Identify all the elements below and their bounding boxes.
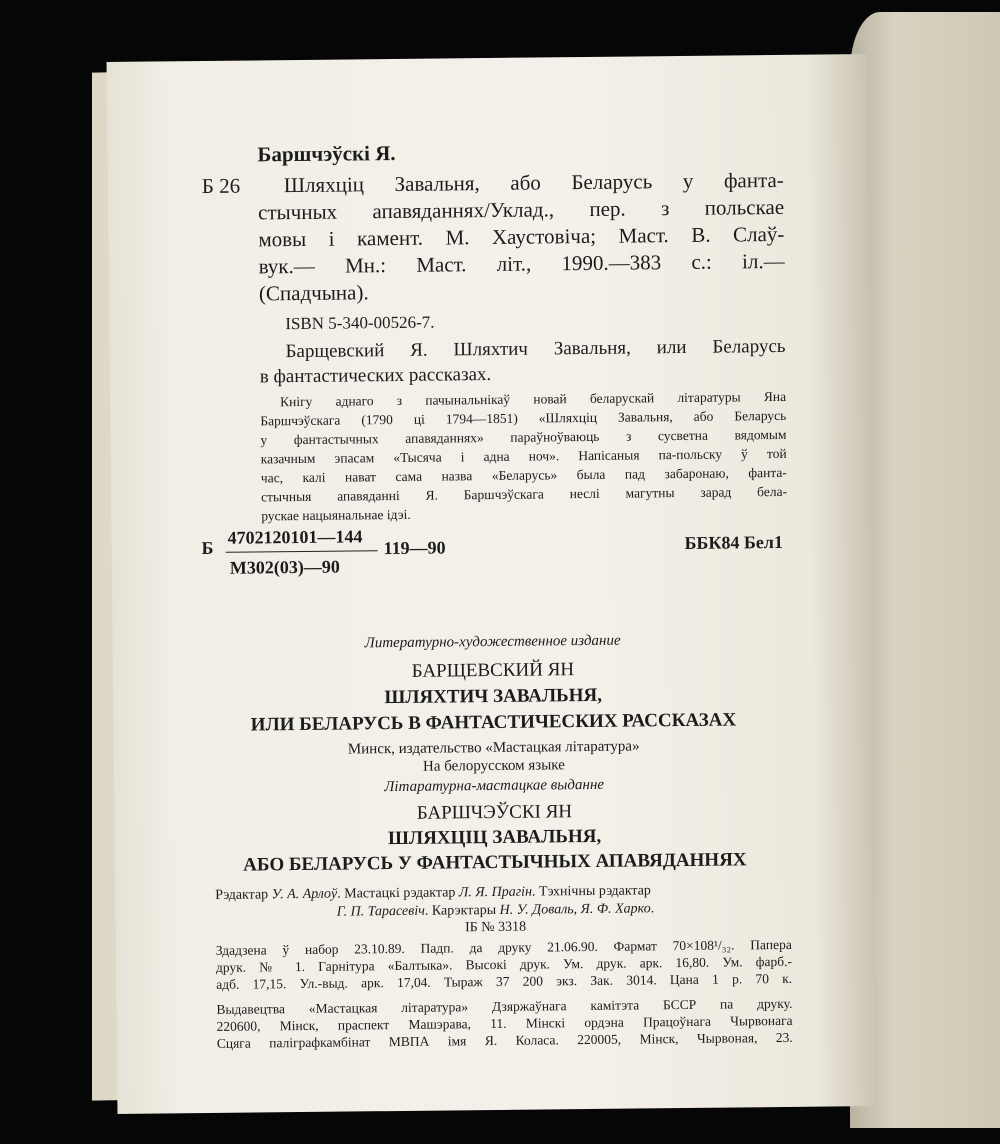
isbn: ISBN 5-340-00526-7.	[285, 312, 435, 334]
publisher-line: Выдавецтва «Мастацкая літаратура» Дзяржаўнага камітэта БССР па друку.	[216, 995, 793, 1017]
code-suffix: 119—90	[383, 537, 446, 559]
imprint-publisher-ru: Минск, издательство «Мастацкая літаратура»	[347, 738, 640, 758]
imprint-label-by: Літаратурна-мастацкае выданне	[384, 776, 605, 796]
bib-line: вук.— Мн.: Маст. літ., 1990.—383 с.: іл.—	[258, 248, 785, 279]
print-line: адб. 17,15. Ул.-выд. арк. 17,04. Тыраж 37 200 экз. Зак. 3014. Цана 1 р. 70 к.	[216, 970, 793, 992]
imprint-author-by: БАРШЧЭЎСКІ ЯН	[416, 801, 573, 824]
fraction-rule	[226, 550, 378, 553]
editors-text: . Мастацкі рэдактар	[337, 885, 459, 902]
imprint-subtitle-by: АБО БЕЛАРУСЬ У ФАНТАСТЫЧНЫХ АПАВЯДАННЯХ	[243, 849, 747, 876]
author-heading: Баршчэўскі Я.	[257, 140, 396, 167]
annotation-line: у фантастычных апавяданнях» параўноўваюць з сусветна вядомым	[260, 426, 787, 448]
tech-editor-name: Г. П. Тарасевіч	[336, 903, 425, 920]
code-denominator: М302(03)—90	[229, 556, 340, 578]
russian-title-line: в фантастических рассказах.	[259, 363, 492, 388]
russian-title-line: Барщевский Я. Шляхтич Завальня, или Беларусь	[285, 335, 786, 363]
annotation-line: рускае нацыянальнае ідэі.	[261, 506, 411, 524]
bib-line: Шляхціц Завальня, або Беларусь у фанта-	[283, 167, 784, 198]
art-editor-name: Л. Я. Прагін	[458, 884, 533, 901]
annotation-line: Кнігу аднаго з пачынальнікаў новай беларускай літаратуры Яна	[280, 388, 787, 410]
editors-text: Рэдактар	[215, 887, 272, 903]
bib-line: мовы і камент. М. Хаустовіча; Маст. В. Слаў-	[258, 221, 785, 252]
editors-line	[215, 884, 651, 903]
annotation-line: казачным эпасам «Тысяча і адна ноч». Напісаныя па-польску ў той	[260, 445, 787, 467]
editors-text: . Карэктары	[424, 902, 500, 919]
annotation-line: Баршчэўскага (1790 ці 1794—1851) «Шляхціц Завальня, або Беларусь	[260, 407, 787, 429]
bib-line: (Спадчына).	[258, 280, 369, 306]
editors-text: .	[650, 901, 655, 917]
print-line: Здадзена ў набор 23.10.89. Падп. да друку 21.06.90. Фармат 70×108¹/₃₂. Папера	[215, 936, 792, 958]
proofreaders-names: Н. У. Доваль, Я. Ф. Харко	[499, 901, 651, 918]
publisher-line: Сцяга паліграфкамбінат МВПА імя Я. Коласа. 220005, Мінск, Чырвоная, 23.	[216, 1029, 793, 1051]
bib-line: стычных апавяданнях/Уклад., пер. з польскае	[257, 194, 785, 225]
imprint-author-ru: БАРЩЕВСКИЙ ЯН	[411, 659, 575, 682]
code-numerator: 4702120101—144	[227, 526, 363, 548]
imprint-language-ru: На белорусском языке	[422, 757, 565, 775]
imprint-label-ru: Литературно-художественное издание	[364, 632, 621, 652]
annotation-line: стычныя апавяданні Я. Баршчэўскага неслі магутны зарад бела-	[260, 483, 788, 505]
code-letter: Б	[201, 537, 214, 559]
editors-text: . Тэхнічны рэдактар	[531, 883, 651, 900]
imprint-title-ru: ШЛЯХТИЧ ЗАВАЛЬНЯ,	[384, 684, 603, 709]
bbk-code: ББК84 Бел1	[684, 531, 784, 553]
print-line: друк. № 1. Гарнітура «Балтыка». Высокі друк. Ум. друк. арк. 16,80. Ум. фарб.-	[215, 953, 793, 975]
index-code: Б 26	[201, 173, 241, 199]
editor-name: У. А. Арлоў	[271, 886, 338, 903]
ib-number: ІБ № 3318	[464, 919, 527, 936]
imprint-title-by: ШЛЯХЦІЦ ЗАВАЛЬНЯ,	[388, 825, 602, 850]
publisher-line: 220600, Мінск, праспект Машэрава, 11. Мінскі ордэна Працоўнага Чырвонага	[216, 1012, 793, 1034]
imprint-subtitle-ru: ИЛИ БЕЛАРУСЬ В ФАНТАСТИЧЕСКИХ РАССКАЗАХ	[250, 709, 737, 736]
book-page	[107, 54, 878, 1114]
annotation-line: час, калі нават сама назва «Беларусь» была пад забаронаю, фанта-	[260, 464, 787, 486]
